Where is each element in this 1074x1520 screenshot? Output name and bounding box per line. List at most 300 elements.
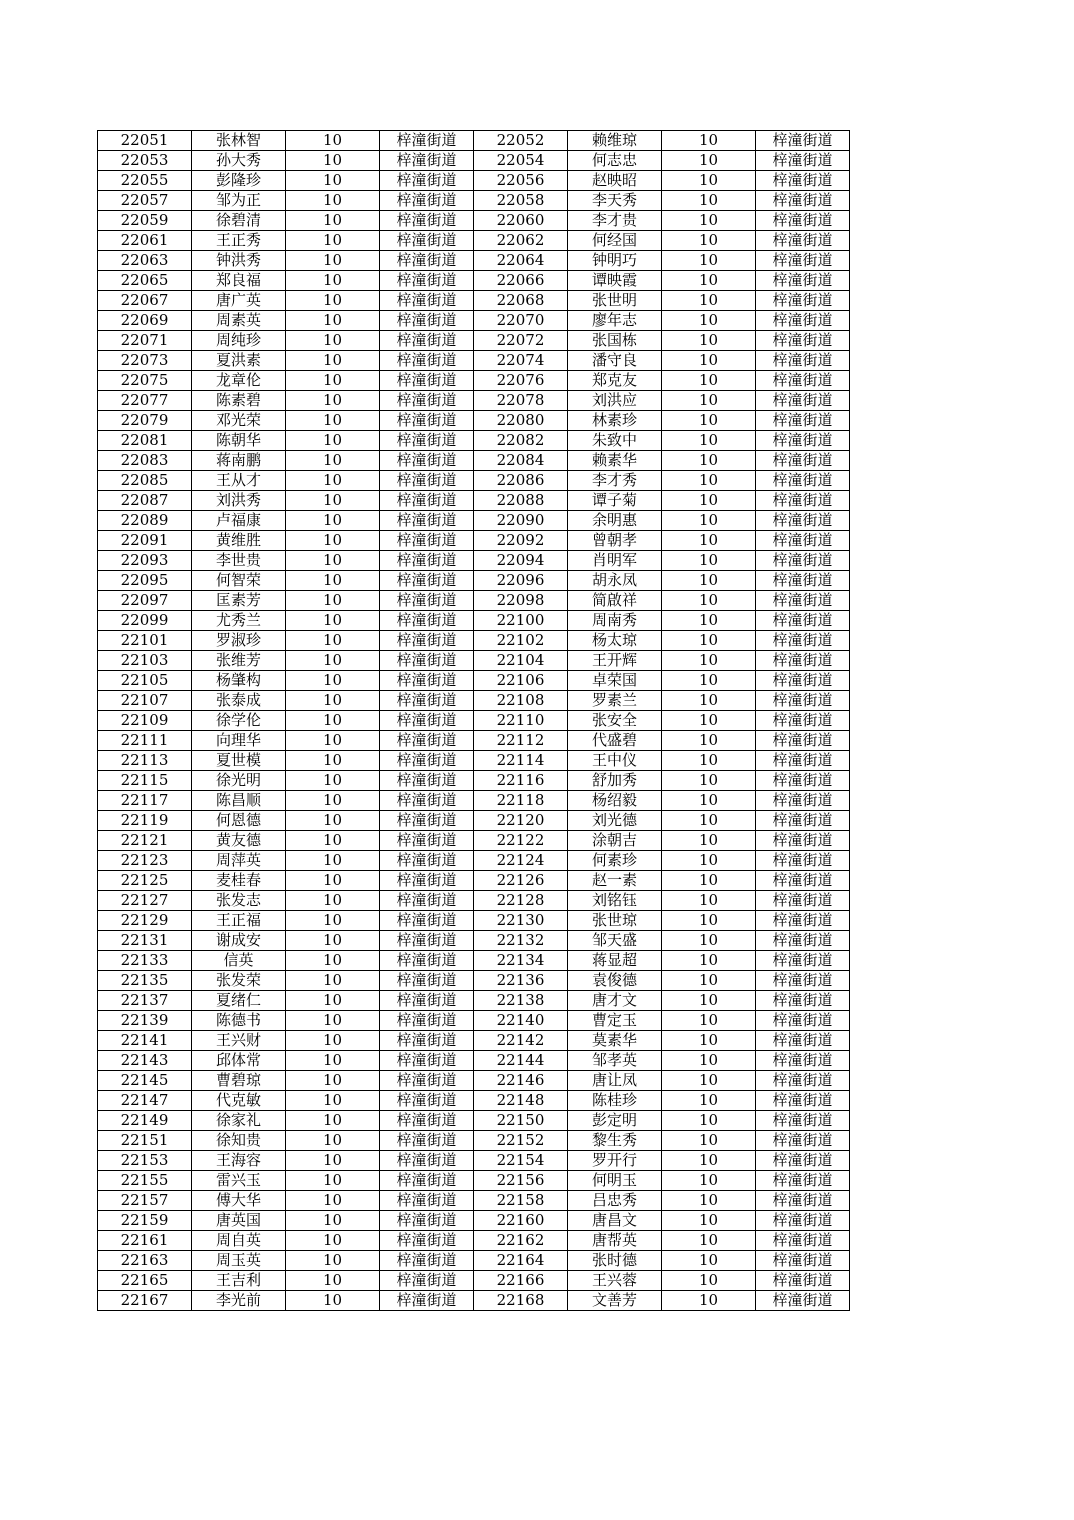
table-row xyxy=(98,331,850,351)
table-row xyxy=(98,1151,850,1171)
right-amount-cell: 10 xyxy=(662,671,756,691)
left-id-cell: 22137 xyxy=(98,991,192,1011)
left-street-cell: 梓潼街道 xyxy=(380,511,474,531)
table-row xyxy=(98,1091,850,1111)
right-id-cell: 22122 xyxy=(474,831,568,851)
left-amount-cell: 10 xyxy=(286,411,380,431)
right-name-cell: 郑克友 xyxy=(568,371,662,391)
left-id-cell: 22115 xyxy=(98,771,192,791)
left-name-cell: 何智荣 xyxy=(192,571,286,591)
right-id-cell: 22154 xyxy=(474,1151,568,1171)
left-name-cell: 黄维胜 xyxy=(192,531,286,551)
left-id-cell: 22113 xyxy=(98,751,192,771)
right-street-cell: 梓潼街道 xyxy=(756,651,850,671)
table-row xyxy=(98,551,850,571)
right-id-cell: 22078 xyxy=(474,391,568,411)
left-street-cell: 梓潼街道 xyxy=(380,171,474,191)
right-name-cell: 邹孝英 xyxy=(568,1051,662,1071)
right-id-cell: 22052 xyxy=(474,131,568,151)
left-amount-cell: 10 xyxy=(286,191,380,211)
right-street-cell: 梓潼街道 xyxy=(756,431,850,451)
right-street-cell: 梓潼街道 xyxy=(756,491,850,511)
right-name-cell: 刘光德 xyxy=(568,811,662,831)
left-id-cell: 22085 xyxy=(98,471,192,491)
left-street-cell: 梓潼街道 xyxy=(380,391,474,411)
left-id-cell: 22147 xyxy=(98,1091,192,1111)
left-id-cell: 22135 xyxy=(98,971,192,991)
right-id-cell: 22148 xyxy=(474,1091,568,1111)
right-street-cell: 梓潼街道 xyxy=(756,151,850,171)
left-amount-cell: 10 xyxy=(286,171,380,191)
left-name-cell: 陈昌顺 xyxy=(192,791,286,811)
left-name-cell: 周纯珍 xyxy=(192,331,286,351)
left-name-cell: 唐英国 xyxy=(192,1211,286,1231)
left-name-cell: 周萍英 xyxy=(192,851,286,871)
right-amount-cell: 10 xyxy=(662,1051,756,1071)
right-amount-cell: 10 xyxy=(662,691,756,711)
left-street-cell: 梓潼街道 xyxy=(380,691,474,711)
right-id-cell: 22156 xyxy=(474,1171,568,1191)
left-street-cell: 梓潼街道 xyxy=(380,571,474,591)
left-name-cell: 徐光明 xyxy=(192,771,286,791)
left-amount-cell: 10 xyxy=(286,1031,380,1051)
right-name-cell: 刘铭钰 xyxy=(568,891,662,911)
right-street-cell: 梓潼街道 xyxy=(756,411,850,431)
right-id-cell: 22160 xyxy=(474,1211,568,1231)
right-name-cell: 唐昌文 xyxy=(568,1211,662,1231)
right-street-cell: 梓潼街道 xyxy=(756,511,850,531)
left-name-cell: 黄友德 xyxy=(192,831,286,851)
left-amount-cell: 10 xyxy=(286,971,380,991)
left-amount-cell: 10 xyxy=(286,771,380,791)
table-row xyxy=(98,1271,850,1291)
left-street-cell: 梓潼街道 xyxy=(380,551,474,571)
left-amount-cell: 10 xyxy=(286,531,380,551)
table-row xyxy=(98,411,850,431)
right-amount-cell: 10 xyxy=(662,411,756,431)
right-street-cell: 梓潼街道 xyxy=(756,391,850,411)
right-id-cell: 22144 xyxy=(474,1051,568,1071)
table-row xyxy=(98,951,850,971)
left-street-cell: 梓潼街道 xyxy=(380,731,474,751)
left-amount-cell: 10 xyxy=(286,1271,380,1291)
table-row xyxy=(98,371,850,391)
table-row xyxy=(98,811,850,831)
left-name-cell: 邱体常 xyxy=(192,1051,286,1071)
table-row xyxy=(98,911,850,931)
table-row xyxy=(98,211,850,231)
right-id-cell: 22056 xyxy=(474,171,568,191)
right-name-cell: 何素珍 xyxy=(568,851,662,871)
right-name-cell: 赵映昭 xyxy=(568,171,662,191)
right-amount-cell: 10 xyxy=(662,871,756,891)
left-street-cell: 梓潼街道 xyxy=(380,1071,474,1091)
right-name-cell: 刘洪应 xyxy=(568,391,662,411)
right-street-cell: 梓潼街道 xyxy=(756,1191,850,1211)
table-row xyxy=(98,711,850,731)
left-id-cell: 22093 xyxy=(98,551,192,571)
left-id-cell: 22077 xyxy=(98,391,192,411)
right-street-cell: 梓潼街道 xyxy=(756,1131,850,1151)
left-id-cell: 22079 xyxy=(98,411,192,431)
left-amount-cell: 10 xyxy=(286,1231,380,1251)
left-street-cell: 梓潼街道 xyxy=(380,631,474,651)
left-name-cell: 张发志 xyxy=(192,891,286,911)
left-street-cell: 梓潼街道 xyxy=(380,651,474,671)
left-name-cell: 王从才 xyxy=(192,471,286,491)
left-street-cell: 梓潼街道 xyxy=(380,1111,474,1131)
right-amount-cell: 10 xyxy=(662,751,756,771)
right-street-cell: 梓潼街道 xyxy=(756,1271,850,1291)
right-id-cell: 22088 xyxy=(474,491,568,511)
left-amount-cell: 10 xyxy=(286,1291,380,1311)
left-amount-cell: 10 xyxy=(286,851,380,871)
right-id-cell: 22162 xyxy=(474,1231,568,1251)
right-amount-cell: 10 xyxy=(662,1191,756,1211)
left-name-cell: 王吉利 xyxy=(192,1271,286,1291)
roster-table-body xyxy=(98,131,850,1311)
left-street-cell: 梓潼街道 xyxy=(380,1251,474,1271)
right-amount-cell: 10 xyxy=(662,651,756,671)
right-id-cell: 22100 xyxy=(474,611,568,631)
right-id-cell: 22080 xyxy=(474,411,568,431)
left-id-cell: 22149 xyxy=(98,1111,192,1131)
left-street-cell: 梓潼街道 xyxy=(380,791,474,811)
right-street-cell: 梓潼街道 xyxy=(756,531,850,551)
right-amount-cell: 10 xyxy=(662,1071,756,1091)
right-id-cell: 22130 xyxy=(474,911,568,931)
left-street-cell: 梓潼街道 xyxy=(380,191,474,211)
left-street-cell: 梓潼街道 xyxy=(380,531,474,551)
left-amount-cell: 10 xyxy=(286,791,380,811)
table-row xyxy=(98,1071,850,1091)
right-street-cell: 梓潼街道 xyxy=(756,471,850,491)
left-amount-cell: 10 xyxy=(286,371,380,391)
right-street-cell: 梓潼街道 xyxy=(756,1031,850,1051)
left-id-cell: 22131 xyxy=(98,931,192,951)
left-amount-cell: 10 xyxy=(286,211,380,231)
left-street-cell: 梓潼街道 xyxy=(380,671,474,691)
left-name-cell: 彭隆珍 xyxy=(192,171,286,191)
left-id-cell: 22153 xyxy=(98,1151,192,1171)
left-amount-cell: 10 xyxy=(286,891,380,911)
right-amount-cell: 10 xyxy=(662,1291,756,1311)
left-amount-cell: 10 xyxy=(286,751,380,771)
right-name-cell: 舒加秀 xyxy=(568,771,662,791)
left-street-cell: 梓潼街道 xyxy=(380,451,474,471)
right-street-cell: 梓潼街道 xyxy=(756,691,850,711)
left-amount-cell: 10 xyxy=(286,331,380,351)
left-street-cell: 梓潼街道 xyxy=(380,1191,474,1211)
left-name-cell: 周玉英 xyxy=(192,1251,286,1271)
left-street-cell: 梓潼街道 xyxy=(380,871,474,891)
left-name-cell: 张泰成 xyxy=(192,691,286,711)
right-amount-cell: 10 xyxy=(662,591,756,611)
right-amount-cell: 10 xyxy=(662,131,756,151)
table-row xyxy=(98,191,850,211)
left-amount-cell: 10 xyxy=(286,591,380,611)
left-amount-cell: 10 xyxy=(286,491,380,511)
left-street-cell: 梓潼街道 xyxy=(380,311,474,331)
left-id-cell: 22101 xyxy=(98,631,192,651)
right-name-cell: 李才秀 xyxy=(568,471,662,491)
left-name-cell: 唐广英 xyxy=(192,291,286,311)
table-row xyxy=(98,231,850,251)
left-name-cell: 徐碧清 xyxy=(192,211,286,231)
right-name-cell: 何经国 xyxy=(568,231,662,251)
right-amount-cell: 10 xyxy=(662,311,756,331)
left-name-cell: 曹碧琼 xyxy=(192,1071,286,1091)
right-name-cell: 邹天盛 xyxy=(568,931,662,951)
left-name-cell: 刘洪秀 xyxy=(192,491,286,511)
left-id-cell: 22139 xyxy=(98,1011,192,1031)
right-amount-cell: 10 xyxy=(662,451,756,471)
right-id-cell: 22164 xyxy=(474,1251,568,1271)
right-id-cell: 22084 xyxy=(474,451,568,471)
left-id-cell: 22081 xyxy=(98,431,192,451)
right-amount-cell: 10 xyxy=(662,151,756,171)
left-street-cell: 梓潼街道 xyxy=(380,1151,474,1171)
left-name-cell: 徐学伦 xyxy=(192,711,286,731)
right-name-cell: 黎生秀 xyxy=(568,1131,662,1151)
right-amount-cell: 10 xyxy=(662,551,756,571)
left-name-cell: 张林智 xyxy=(192,131,286,151)
right-amount-cell: 10 xyxy=(662,331,756,351)
left-amount-cell: 10 xyxy=(286,1051,380,1071)
right-id-cell: 22146 xyxy=(474,1071,568,1091)
table-row xyxy=(98,671,850,691)
right-street-cell: 梓潼街道 xyxy=(756,611,850,631)
right-name-cell: 吕忠秀 xyxy=(568,1191,662,1211)
left-amount-cell: 10 xyxy=(286,951,380,971)
right-id-cell: 22076 xyxy=(474,371,568,391)
right-street-cell: 梓潼街道 xyxy=(756,1091,850,1111)
left-name-cell: 郑良福 xyxy=(192,271,286,291)
right-amount-cell: 10 xyxy=(662,891,756,911)
right-street-cell: 梓潼街道 xyxy=(756,351,850,371)
right-id-cell: 22128 xyxy=(474,891,568,911)
left-name-cell: 谢成安 xyxy=(192,931,286,951)
left-name-cell: 傅大华 xyxy=(192,1191,286,1211)
left-street-cell: 梓潼街道 xyxy=(380,271,474,291)
left-id-cell: 22161 xyxy=(98,1231,192,1251)
left-id-cell: 22119 xyxy=(98,811,192,831)
left-id-cell: 22107 xyxy=(98,691,192,711)
left-street-cell: 梓潼街道 xyxy=(380,251,474,271)
left-street-cell: 梓潼街道 xyxy=(380,991,474,1011)
right-amount-cell: 10 xyxy=(662,1271,756,1291)
left-amount-cell: 10 xyxy=(286,511,380,531)
right-amount-cell: 10 xyxy=(662,911,756,931)
left-street-cell: 梓潼街道 xyxy=(380,1051,474,1071)
right-street-cell: 梓潼街道 xyxy=(756,291,850,311)
right-street-cell: 梓潼街道 xyxy=(756,451,850,471)
right-name-cell: 赖素华 xyxy=(568,451,662,471)
left-street-cell: 梓潼街道 xyxy=(380,711,474,731)
right-street-cell: 梓潼街道 xyxy=(756,1291,850,1311)
right-name-cell: 袁俊德 xyxy=(568,971,662,991)
right-name-cell: 简啟祥 xyxy=(568,591,662,611)
left-street-cell: 梓潼街道 xyxy=(380,611,474,631)
left-amount-cell: 10 xyxy=(286,831,380,851)
right-name-cell: 涂朝吉 xyxy=(568,831,662,851)
left-street-cell: 梓潼街道 xyxy=(380,911,474,931)
right-street-cell: 梓潼街道 xyxy=(756,711,850,731)
table-row xyxy=(98,1051,850,1071)
left-id-cell: 22105 xyxy=(98,671,192,691)
right-street-cell: 梓潼街道 xyxy=(756,1251,850,1271)
left-street-cell: 梓潼街道 xyxy=(380,1271,474,1291)
right-amount-cell: 10 xyxy=(662,231,756,251)
left-name-cell: 麦桂春 xyxy=(192,871,286,891)
right-id-cell: 22058 xyxy=(474,191,568,211)
left-street-cell: 梓潼街道 xyxy=(380,1231,474,1251)
left-name-cell: 徐家礼 xyxy=(192,1111,286,1131)
right-id-cell: 22072 xyxy=(474,331,568,351)
table-row xyxy=(98,471,850,491)
right-street-cell: 梓潼街道 xyxy=(756,231,850,251)
left-name-cell: 夏洪素 xyxy=(192,351,286,371)
left-street-cell: 梓潼街道 xyxy=(380,1211,474,1231)
left-name-cell: 王海容 xyxy=(192,1151,286,1171)
left-name-cell: 李光前 xyxy=(192,1291,286,1311)
left-name-cell: 龙章伦 xyxy=(192,371,286,391)
left-amount-cell: 10 xyxy=(286,1211,380,1231)
table-row xyxy=(98,151,850,171)
right-name-cell: 莫素华 xyxy=(568,1031,662,1051)
left-id-cell: 22087 xyxy=(98,491,192,511)
right-name-cell: 罗开行 xyxy=(568,1151,662,1171)
right-amount-cell: 10 xyxy=(662,991,756,1011)
right-amount-cell: 10 xyxy=(662,811,756,831)
left-id-cell: 22057 xyxy=(98,191,192,211)
left-id-cell: 22103 xyxy=(98,651,192,671)
table-row xyxy=(98,1231,850,1251)
right-name-cell: 王开辉 xyxy=(568,651,662,671)
right-id-cell: 22090 xyxy=(474,511,568,531)
left-amount-cell: 10 xyxy=(286,631,380,651)
right-name-cell: 朱致中 xyxy=(568,431,662,451)
table-row xyxy=(98,611,850,631)
left-id-cell: 22069 xyxy=(98,311,192,331)
left-street-cell: 梓潼街道 xyxy=(380,851,474,871)
right-id-cell: 22094 xyxy=(474,551,568,571)
right-street-cell: 梓潼街道 xyxy=(756,1111,850,1131)
table-row xyxy=(98,891,850,911)
right-name-cell: 卓荣国 xyxy=(568,671,662,691)
left-amount-cell: 10 xyxy=(286,1111,380,1131)
left-street-cell: 梓潼街道 xyxy=(380,371,474,391)
left-name-cell: 信英 xyxy=(192,951,286,971)
left-amount-cell: 10 xyxy=(286,311,380,331)
left-amount-cell: 10 xyxy=(286,651,380,671)
left-amount-cell: 10 xyxy=(286,471,380,491)
right-id-cell: 22152 xyxy=(474,1131,568,1151)
right-name-cell: 何志忠 xyxy=(568,151,662,171)
right-amount-cell: 10 xyxy=(662,1211,756,1231)
left-name-cell: 孙大秀 xyxy=(192,151,286,171)
left-street-cell: 梓潼街道 xyxy=(380,951,474,971)
right-id-cell: 22074 xyxy=(474,351,568,371)
right-street-cell: 梓潼街道 xyxy=(756,251,850,271)
left-id-cell: 22111 xyxy=(98,731,192,751)
left-street-cell: 梓潼街道 xyxy=(380,971,474,991)
left-amount-cell: 10 xyxy=(286,271,380,291)
right-amount-cell: 10 xyxy=(662,1031,756,1051)
right-id-cell: 22060 xyxy=(474,211,568,231)
left-street-cell: 梓潼街道 xyxy=(380,1091,474,1111)
right-id-cell: 22158 xyxy=(474,1191,568,1211)
right-name-cell: 王兴蓉 xyxy=(568,1271,662,1291)
left-street-cell: 梓潼街道 xyxy=(380,1011,474,1031)
right-name-cell: 文善芳 xyxy=(568,1291,662,1311)
table-row xyxy=(98,851,850,871)
right-name-cell: 张世琼 xyxy=(568,911,662,931)
right-amount-cell: 10 xyxy=(662,931,756,951)
right-amount-cell: 10 xyxy=(662,191,756,211)
left-name-cell: 邓光荣 xyxy=(192,411,286,431)
left-street-cell: 梓潼街道 xyxy=(380,151,474,171)
left-name-cell: 张发荣 xyxy=(192,971,286,991)
left-id-cell: 22133 xyxy=(98,951,192,971)
right-amount-cell: 10 xyxy=(662,291,756,311)
left-amount-cell: 10 xyxy=(286,911,380,931)
right-street-cell: 梓潼街道 xyxy=(756,1011,850,1031)
right-street-cell: 梓潼街道 xyxy=(756,171,850,191)
left-name-cell: 雷兴玉 xyxy=(192,1171,286,1191)
left-name-cell: 王兴财 xyxy=(192,1031,286,1051)
right-name-cell: 谭映霞 xyxy=(568,271,662,291)
left-id-cell: 22123 xyxy=(98,851,192,871)
left-id-cell: 22097 xyxy=(98,591,192,611)
right-id-cell: 22086 xyxy=(474,471,568,491)
right-id-cell: 22082 xyxy=(474,431,568,451)
right-name-cell: 张时德 xyxy=(568,1251,662,1271)
right-street-cell: 梓潼街道 xyxy=(756,131,850,151)
left-street-cell: 梓潼街道 xyxy=(380,931,474,951)
left-street-cell: 梓潼街道 xyxy=(380,131,474,151)
right-id-cell: 22110 xyxy=(474,711,568,731)
right-amount-cell: 10 xyxy=(662,1251,756,1271)
left-amount-cell: 10 xyxy=(286,351,380,371)
table-row xyxy=(98,691,850,711)
right-amount-cell: 10 xyxy=(662,1011,756,1031)
right-name-cell: 罗素兰 xyxy=(568,691,662,711)
left-name-cell: 李世贵 xyxy=(192,551,286,571)
left-name-cell: 周素英 xyxy=(192,311,286,331)
left-id-cell: 22067 xyxy=(98,291,192,311)
right-amount-cell: 10 xyxy=(662,1091,756,1111)
left-street-cell: 梓潼街道 xyxy=(380,411,474,431)
right-street-cell: 梓潼街道 xyxy=(756,751,850,771)
left-id-cell: 22129 xyxy=(98,911,192,931)
right-amount-cell: 10 xyxy=(662,531,756,551)
left-name-cell: 代克敏 xyxy=(192,1091,286,1111)
left-amount-cell: 10 xyxy=(286,871,380,891)
table-row xyxy=(98,1211,850,1231)
table-row xyxy=(98,571,850,591)
table-row xyxy=(98,771,850,791)
right-amount-cell: 10 xyxy=(662,1111,756,1131)
right-street-cell: 梓潼街道 xyxy=(756,811,850,831)
right-name-cell: 赖维琼 xyxy=(568,131,662,151)
left-name-cell: 王正秀 xyxy=(192,231,286,251)
right-id-cell: 22064 xyxy=(474,251,568,271)
table-row xyxy=(98,1171,850,1191)
right-street-cell: 梓潼街道 xyxy=(756,1151,850,1171)
right-street-cell: 梓潼街道 xyxy=(756,791,850,811)
right-street-cell: 梓潼街道 xyxy=(756,331,850,351)
